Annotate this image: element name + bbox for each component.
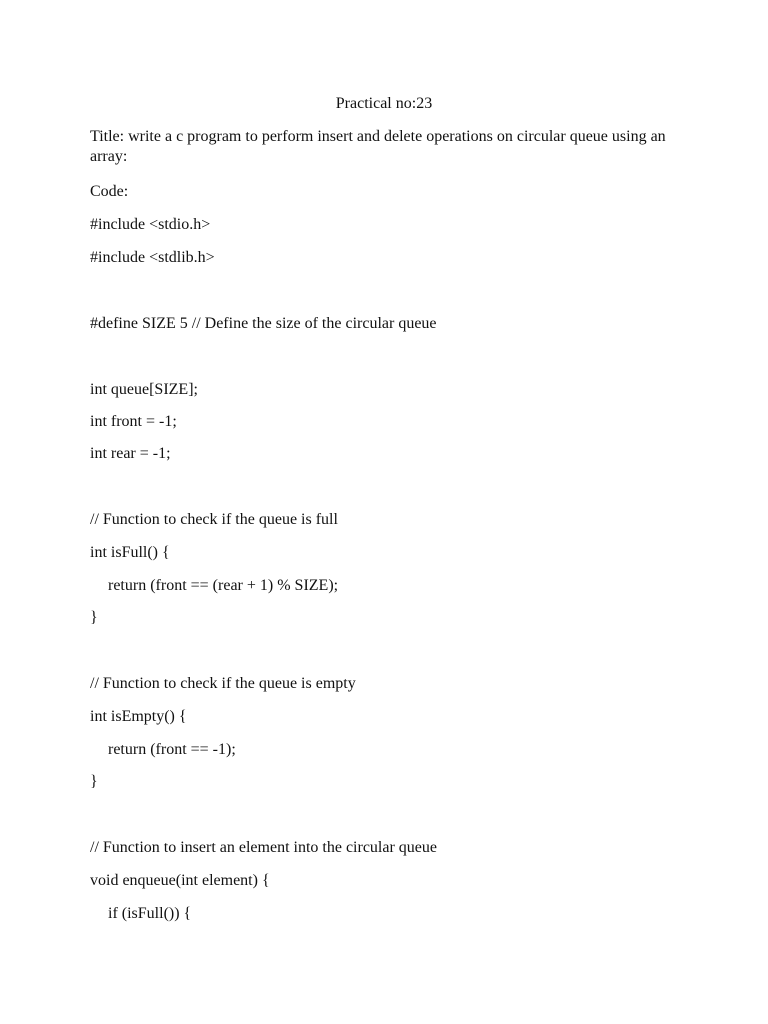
practical-heading: Practical no:23 — [335, 95, 433, 112]
code-line: void enqueue(int element) { — [90, 872, 270, 889]
code-line: int rear = -1; — [90, 445, 171, 462]
code-line: #include <stdio.h> — [90, 216, 211, 233]
code-line: int front = -1; — [90, 413, 177, 430]
code-line: int queue[SIZE]; — [90, 381, 198, 398]
code-line: return (front == -1); — [108, 741, 236, 758]
code-label: Code: — [90, 183, 129, 200]
code-line: if (isFull()) { — [108, 905, 192, 922]
code-comment: // Function to check if the queue is full — [90, 511, 338, 528]
code-line: int isEmpty() { — [90, 708, 187, 725]
code-comment: // Function to insert an element into the circular queue — [90, 839, 438, 856]
practical-title: Title: write a c program to perform insert and delete operations on circular queue using an array: — [90, 128, 666, 165]
code-line: #define SIZE 5 // Define the size of the circular queue — [90, 315, 437, 332]
code-line: return (front == (rear + 1) % SIZE); — [108, 577, 339, 594]
code-line: #include <stdlib.h> — [90, 249, 215, 266]
code-line: } — [90, 609, 98, 626]
code-line: int isFull() { — [90, 544, 170, 561]
code-comment: // Function to check if the queue is empty — [90, 675, 356, 692]
code-line: } — [90, 773, 98, 790]
